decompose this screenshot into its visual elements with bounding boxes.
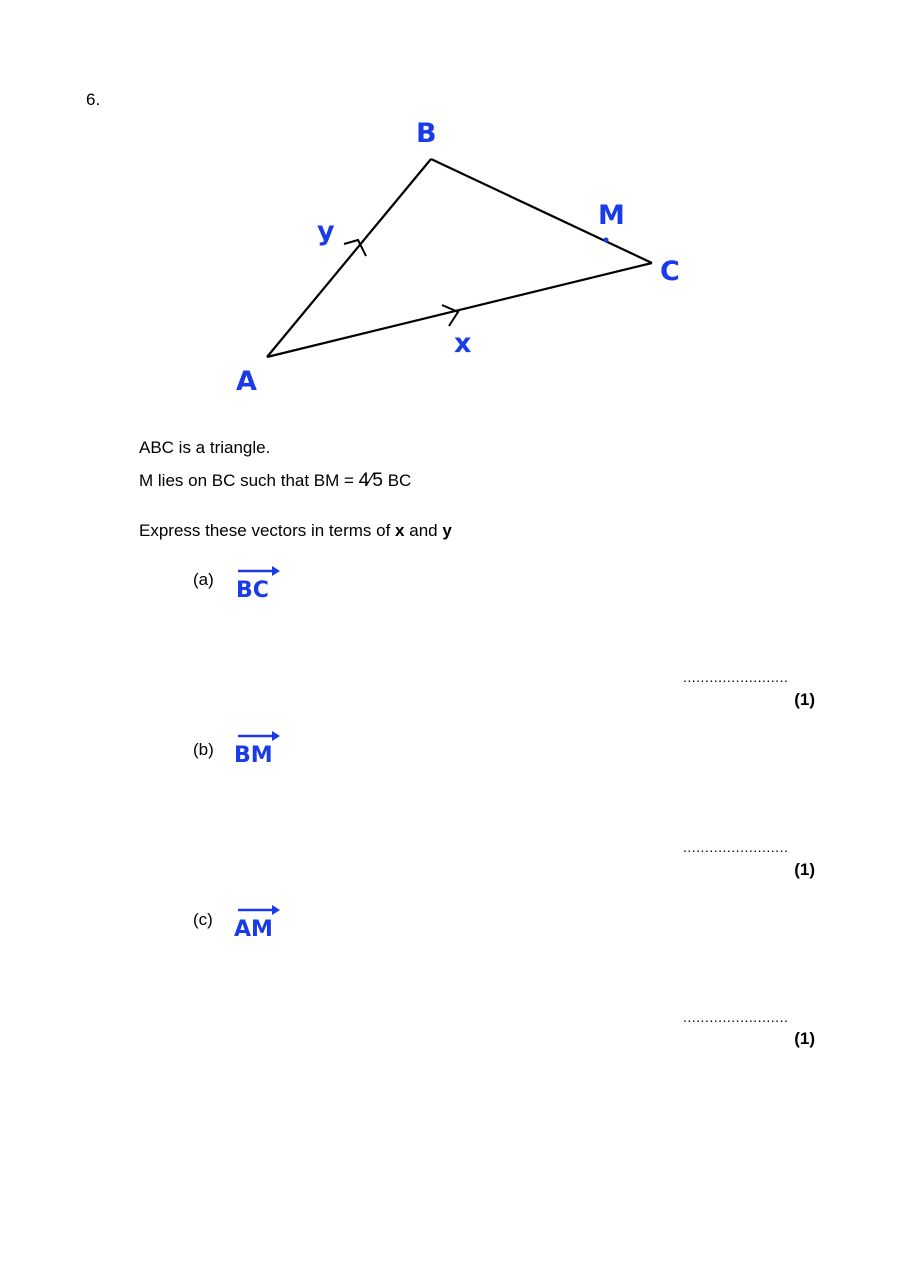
part-b-vector: BM	[234, 743, 273, 768]
side-ab	[267, 159, 431, 357]
vertex-label-b: B	[416, 118, 437, 149]
statement-bm-prefix: M lies on BC such that BM =	[139, 471, 359, 490]
instruction-var-y: y	[442, 521, 452, 540]
question-number: 6.	[86, 90, 101, 109]
part-c-marks: (1)	[794, 1029, 815, 1048]
part-c-answer-line[interactable]: ........................	[683, 1009, 789, 1025]
fraction: 4⁄5	[358, 470, 383, 491]
point-label-m: M	[598, 200, 625, 231]
vector-arrow-icon	[236, 730, 282, 742]
statement-bm-suffix: BC	[382, 471, 412, 490]
vertex-label-c: C	[660, 256, 680, 287]
vector-arrow-icon	[236, 904, 282, 916]
arrow-ac-icon	[442, 305, 458, 326]
part-a-vector: BC	[236, 578, 269, 603]
part-b-marks: (1)	[794, 860, 815, 879]
statement-bm	[139, 470, 411, 492]
part-a-marks: (1)	[794, 690, 815, 709]
instruction-prefix: Express these vectors in terms of	[139, 521, 396, 540]
instruction-mid: and	[404, 521, 443, 540]
triangle-diagram	[0, 0, 900, 420]
vector-label-y: y	[317, 216, 335, 247]
part-b-answer-line[interactable]: ........................	[683, 839, 789, 855]
vertex-label-a: A	[236, 366, 257, 397]
part-c-label: (c)	[193, 910, 213, 929]
part-a-answer-line[interactable]: ........................	[683, 669, 789, 685]
point-m	[604, 238, 609, 243]
part-a-label: (a)	[193, 570, 214, 589]
instruction-var-x: x	[395, 521, 405, 540]
instruction	[139, 521, 452, 541]
vector-arrow-icon	[236, 565, 282, 577]
statement-triangle: ABC is a triangle.	[139, 438, 271, 457]
part-c-vector: AM	[234, 917, 273, 942]
vector-label-x: x	[454, 328, 472, 359]
part-b-label: (b)	[193, 740, 214, 759]
